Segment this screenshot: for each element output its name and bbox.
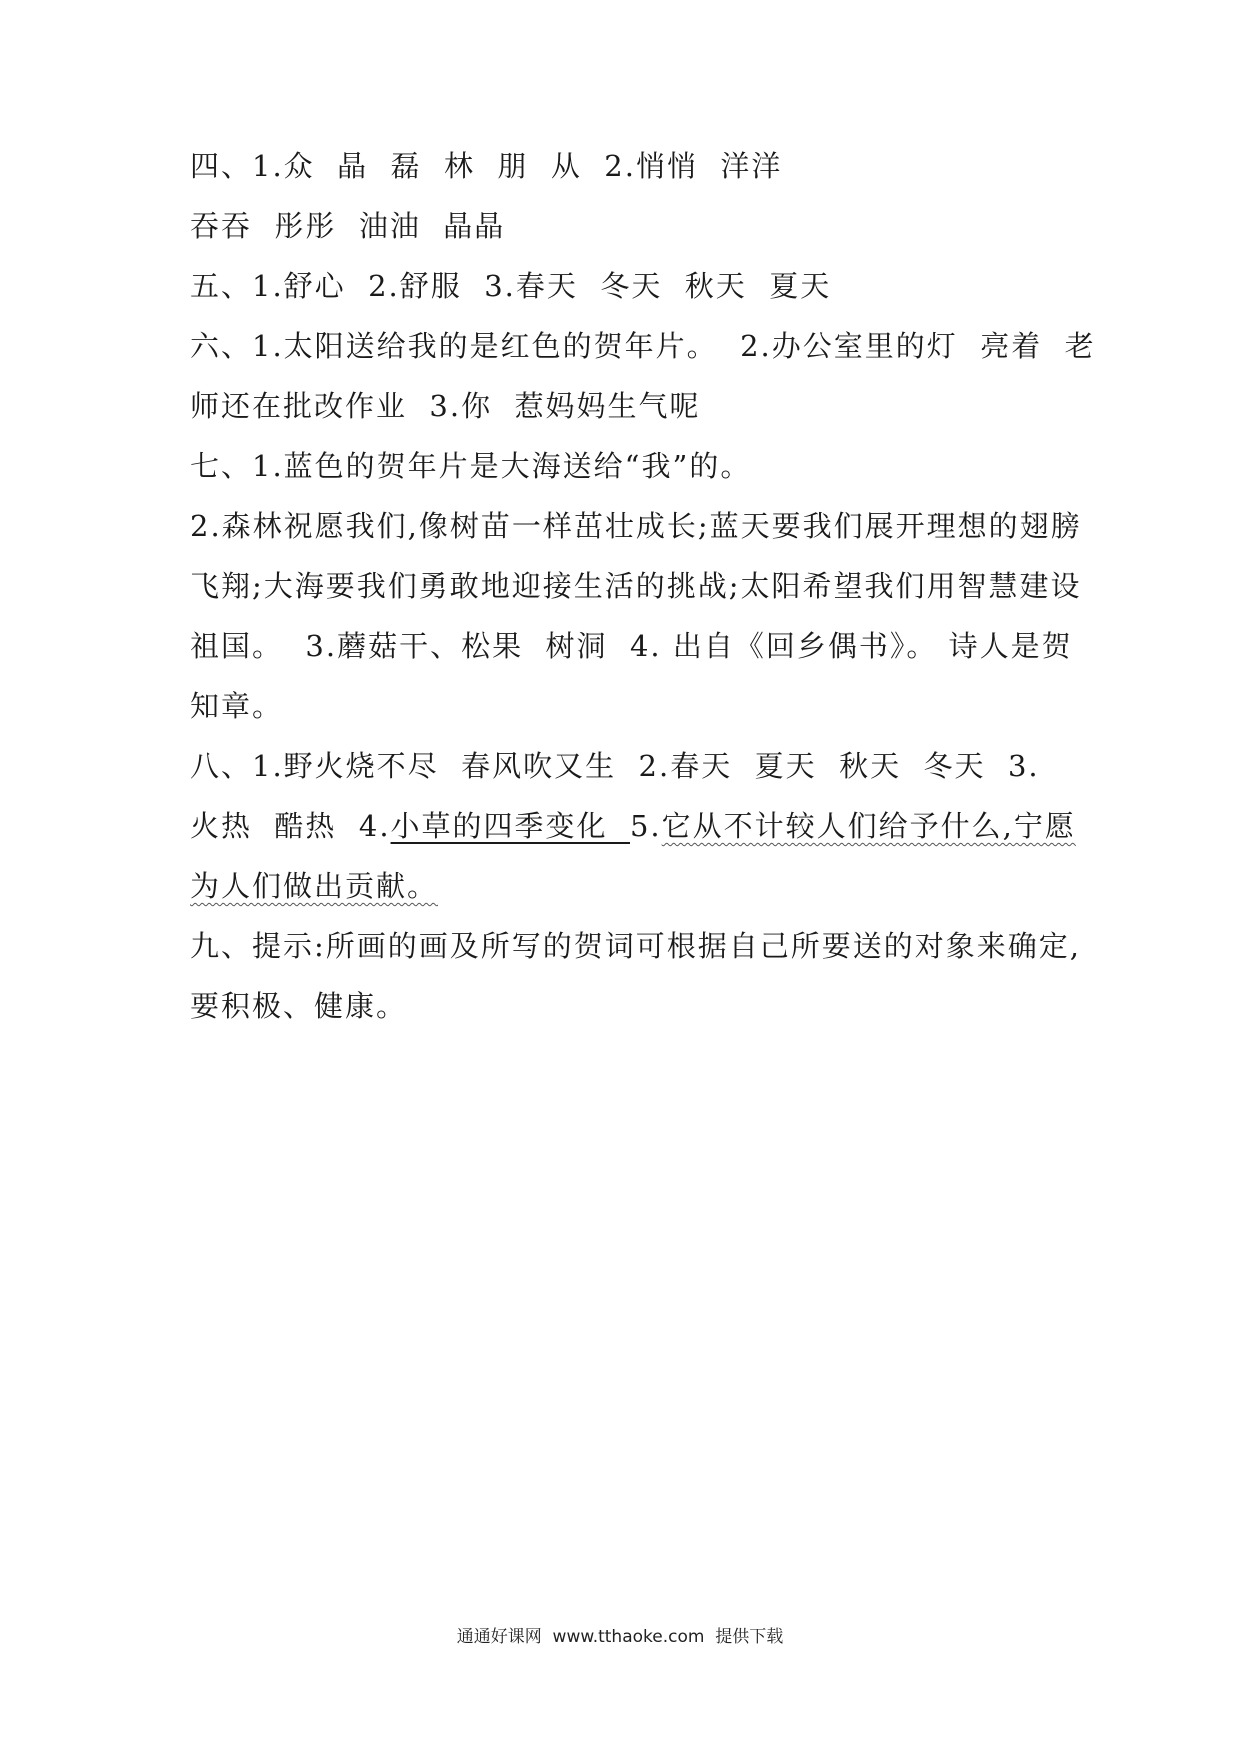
- answer-line-7-4: 祖国。 3.蘑菇干、松果 树洞 4. 出自《回乡偶书》。 诗人是贺: [190, 629, 1073, 663]
- footer-source: 通通好课网 www.tthaoke.com 提供下载: [456, 1627, 784, 1647]
- answer-line-9-1: 九、提示:所画的画及所写的贺词可根据自己所要送的对象来确定,: [190, 929, 1081, 963]
- answer-line-7-2: 2.森林祝愿我们,像树苗一样茁壮成长;蓝天要我们展开理想的翅膀: [190, 509, 1082, 543]
- answer-line-9-2: 要积极、健康。: [190, 989, 408, 1023]
- underlined-answer-4: 小草的四季变化: [390, 809, 630, 843]
- answer-8-part-a: 火热 酷热 4.: [190, 809, 391, 843]
- wavy-underlined-answer-5: 它从不计较人们给予什么,宁愿: [661, 809, 1076, 843]
- answer-line-4-1: 四、1.众 晶 磊 林 朋 从 2.悄悄 洋洋: [190, 149, 783, 183]
- answer-line-6-1: 六、1.太阳送给我的是红色的贺年片。 2.办公室里的灯 亮着 老: [190, 329, 1096, 363]
- answer-line-7-1: 七、1.蓝色的贺年片是大海送给“我”的。: [190, 449, 752, 483]
- answer-line-6-2: 师还在批改作业 3.你 惹妈妈生气呢: [190, 389, 701, 423]
- answer-line-8-2: [190, 806, 1076, 846]
- wavy-underlined-answer-5-cont: 为人们做出贡献。: [190, 869, 439, 903]
- answer-line-8-1: 八、1.野火烧不尽 春风吹又生 2.春天 夏天 秋天 冬天 3.: [190, 749, 1040, 783]
- answer-line-8-3: [190, 866, 1070, 906]
- answer-line-4-2: 吞吞 彤彤 油油 晶晶: [190, 209, 506, 243]
- answer-line-7-5: 知章。: [190, 689, 284, 723]
- answer-8-part-c: 5.: [629, 809, 662, 843]
- answer-line-7-3: 飞翔;大海要我们勇敢地迎接生活的挑战;太阳希望我们用智慧建设: [190, 569, 1082, 603]
- answer-line-5: 五、1.舒心 2.舒服 3.春天 冬天 秋天 夏天: [190, 269, 832, 303]
